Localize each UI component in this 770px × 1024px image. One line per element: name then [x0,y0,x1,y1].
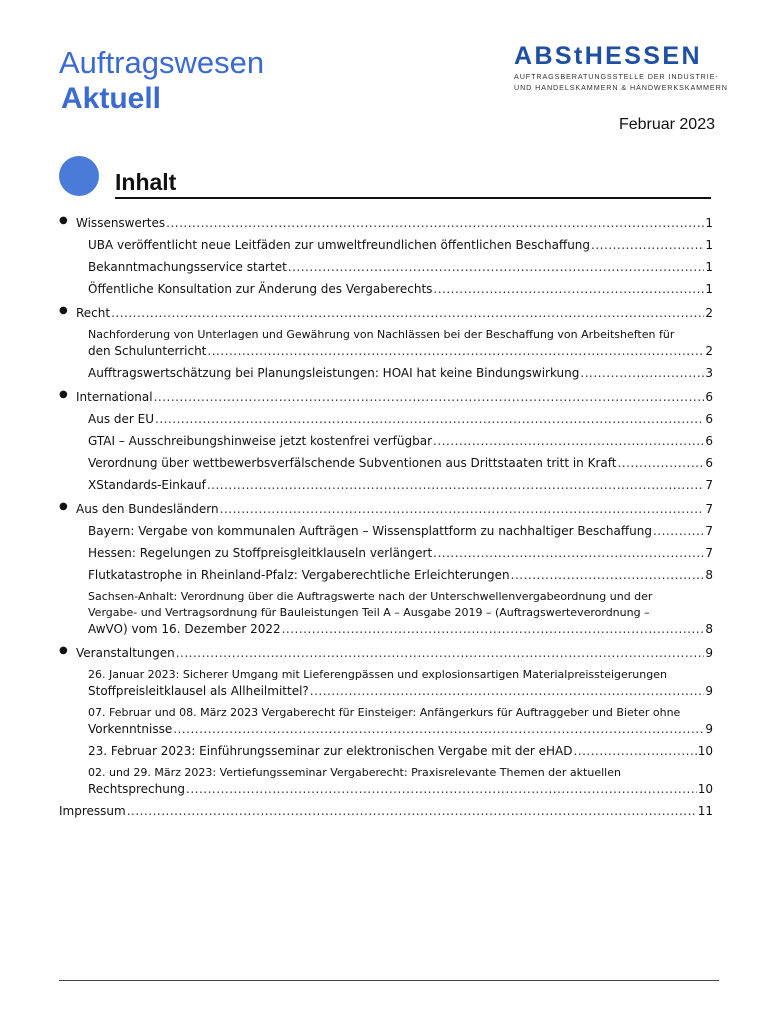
toc-page-number: 3 [705,366,713,380]
toc-entry-label: Vorkenntnisse [88,722,173,736]
bullet-icon: ● [59,215,68,226]
toc-entry-line [88,477,713,493]
toc-leader-dots [617,455,704,471]
toc-subentry-link[interactable] [59,765,713,797]
toc-entry-line [76,389,713,405]
toc-page-number: 8 [705,568,713,582]
toc-section-link[interactable] [59,389,713,405]
toc-entry-label: Impressum [59,804,126,818]
toc-page-number: 11 [697,804,713,818]
toc-section-link[interactable] [59,305,713,321]
toc-entry-text-line: 02. und 29. März 2023: Vertiefungsseminar Vergaberecht: Praxisrelevante Themen der aktuellen [88,766,621,779]
toc-entry-label: AwVO) vom 16. Dezember 2022 [88,622,281,636]
toc-page-number: 7 [705,478,713,492]
toc-page-number: 6 [705,434,713,448]
toc-subentry-link[interactable] [59,545,713,561]
toc-leader-dots [176,645,705,661]
bullet-icon: ● [59,305,68,316]
toc-entry-label: Aufftragswertschätzung bei Planungsleistungen: HOAI hat keine Bindungswirkung [88,366,580,380]
toc-entry-label: International [76,390,153,404]
toc-entry-label: Hessen: Regelungen zu Stoffpreisgleitklauseln verlängert [88,546,433,560]
toc-page-number: 10 [697,782,713,796]
toc-page-number: 1 [705,282,713,296]
toc-page-number: 2 [705,306,713,320]
toc-leader-dots [433,545,704,561]
toc-section-link[interactable] [59,215,713,231]
toc-subentry-link[interactable] [59,433,713,449]
toc-page-number: 2 [705,344,713,358]
toc-entry-text-line: 26. Januar 2023: Sicherer Umgang mit Lieferengpässen und explosionsartigen Materialpreissteigerungen [88,668,667,681]
toc-leader-dots [155,411,704,427]
logo-subline-1: AUFTRAGSBERATUNGSSTELLE DER INDUSTRIE- [514,72,719,81]
toc-entry-line [88,433,713,449]
toc-section-link[interactable] [59,645,713,661]
toc-entry-line [88,365,713,381]
toc-entry-label: Bekanntmachungsservice startet [88,260,287,274]
toc-subentry-link[interactable] [59,455,713,471]
toc-page-number: 9 [705,684,713,698]
toc-entry-line [88,259,713,275]
toc-entry-line [88,621,713,637]
toc-entry-line [88,411,713,427]
toc-entry-line [76,305,713,321]
toc-leader-dots [433,433,704,449]
toc-page-number: 1 [705,216,713,230]
toc-entry-text-line: 07. Februar und 08. März 2023 Vergaberecht für Einsteiger: Anfängerkurs für Auftraggeber und Bieter ohne [88,706,681,719]
toc-entry-label: Flutkatastrophe in Rheinland-Pfalz: Vergaberechtliche Erleichterungen [88,568,510,582]
toc-entry-label: UBA veröffentlicht neue Leitfäden zur umweltfreundlichen öffentlichen Beschaffung [88,238,591,252]
toc-subentry-link[interactable] [59,705,713,737]
toc-entry-line [88,721,713,737]
logo-wordmark: ABStHESSEN [514,42,702,70]
toc-leader-dots [173,721,704,737]
toc-page-number: 10 [697,744,713,758]
toc-entry-label: Aus den Bundesländern [76,502,219,516]
toc-leader-dots [573,743,696,759]
toc-entry-label: GTAI – Ausschreibungshinweise jetzt kostenfrei verfügbar [88,434,433,448]
toc-subentry-link[interactable] [59,567,713,583]
toc-entry-text-line: Vergabe- und Vertragsordnung für Bauleistungen Teil A – Ausgabe 2019 – (Auftragswerteverordnung – [88,606,650,619]
toc-page-number: 1 [705,238,713,252]
toc-entry-line [88,281,713,297]
toc-page-number: 8 [705,622,713,636]
toc-subentry-link[interactable] [59,477,713,493]
toc-entry-line [76,501,713,517]
toc-entry-line [88,683,713,699]
toc-subentry-link[interactable] [59,281,713,297]
issue-date: Februar 2023 [618,116,715,133]
table-of-contents [59,211,713,819]
toc-leader-dots [310,683,705,699]
toc-entry-label: Wissenswertes [76,216,166,230]
toc-entry-label: Bayern: Vergabe von kommunalen Aufträgen – Wissensplattform zu nachhaltiger Beschaffung [88,524,652,538]
toc-leader-dots [433,281,704,297]
toc-entry-label: Rechtsprechung [88,782,186,796]
toc-leader-dots [207,343,704,359]
logo-subline-2: UND HANDELSKAMMERN & HANDWERKSKAMMERN [514,83,728,92]
toc-entry-line [88,523,713,539]
toc-entry-line [88,237,713,253]
toc-leader-dots [653,523,704,539]
toc-impressum-link[interactable] [59,803,713,819]
toc-entry-line [88,781,713,797]
bullet-icon: ● [59,645,68,656]
toc-page-number: 9 [705,722,713,736]
absthessen-logo [514,42,728,92]
toc-heading: Inhalt [115,168,711,199]
toc-subentry-link[interactable] [59,237,713,253]
toc-leader-dots [166,215,704,231]
toc-entry-line [88,455,713,471]
toc-page-number: 1 [705,260,713,274]
toc-entry-label: den Schulunterricht [88,344,207,358]
bullet-icon: ● [59,501,68,512]
toc-entry-label: Recht [76,306,111,320]
publication-title: Auftragswesen [59,45,265,80]
toc-entry-label: Stoffpreisleitklausel als Allheilmittel? [88,684,309,698]
toc-leader-dots [511,567,705,583]
toc-entry-label: Veranstaltungen [76,646,175,660]
toc-entry-label: Verordnung über wettbewerbsverfälschende Subventionen aus Drittstaaten tritt in Kraft [88,456,617,470]
toc-leader-dots [186,781,697,797]
toc-leader-dots [127,803,697,819]
toc-subentry-link[interactable] [59,327,713,359]
toc-section-link[interactable] [59,501,713,517]
toc-page-number: 7 [705,502,713,516]
toc-entry-label: Öffentliche Konsultation zur Änderung des Vergaberechts [88,282,433,296]
toc-entry-text-line: Sachsen-Anhalt: Verordnung über die Auftragswerte nach der Unterschwellenvergabeordnung und der [88,590,653,603]
toc-page-number: 9 [705,646,713,660]
toc-entry-line [88,743,713,759]
toc-subentry-link[interactable] [59,365,713,381]
toc-leader-dots [580,365,704,381]
toc-subentry-link[interactable] [59,589,713,637]
decorative-circle-icon [59,156,99,196]
footer-divider [59,980,719,981]
toc-leader-dots [207,477,705,493]
toc-entry-text-line: Nachforderung von Unterlagen und Gewährung von Nachlässen bei der Beschaffung von Arbeitsheften für [88,328,675,341]
toc-subentry-link[interactable] [59,667,713,699]
toc-entry-line [88,343,713,359]
toc-subentry-link[interactable] [59,259,713,275]
toc-leader-dots [288,259,705,275]
bullet-icon: ● [59,389,68,400]
toc-page-number: 7 [705,546,713,560]
toc-leader-dots [591,237,704,253]
toc-subentry-link[interactable] [59,411,713,427]
toc-subentry-link[interactable] [59,523,713,539]
toc-leader-dots [282,621,705,637]
toc-subentry-link[interactable] [59,743,713,759]
toc-page-number: 6 [705,390,713,404]
toc-leader-dots [154,389,705,405]
toc-entry-label: XStandards-Einkauf [88,478,206,492]
toc-entry-line [76,645,713,661]
toc-page-number: 7 [705,524,713,538]
toc-leader-dots [111,305,704,321]
toc-entry-label: Aus der EU [88,412,154,426]
toc-entry-line [88,545,713,561]
toc-entry-label: 23. Februar 2023: Einführungsseminar zur elektronischen Vergabe mit der eHAD [88,744,573,758]
toc-entry-line [88,567,713,583]
toc-page-number: 6 [705,412,713,426]
toc-leader-dots [220,501,705,517]
toc-entry-line [59,803,713,819]
publication-subtitle: Aktuell [61,82,162,115]
toc-entry-line [76,215,713,231]
toc-page-number: 6 [705,456,713,470]
